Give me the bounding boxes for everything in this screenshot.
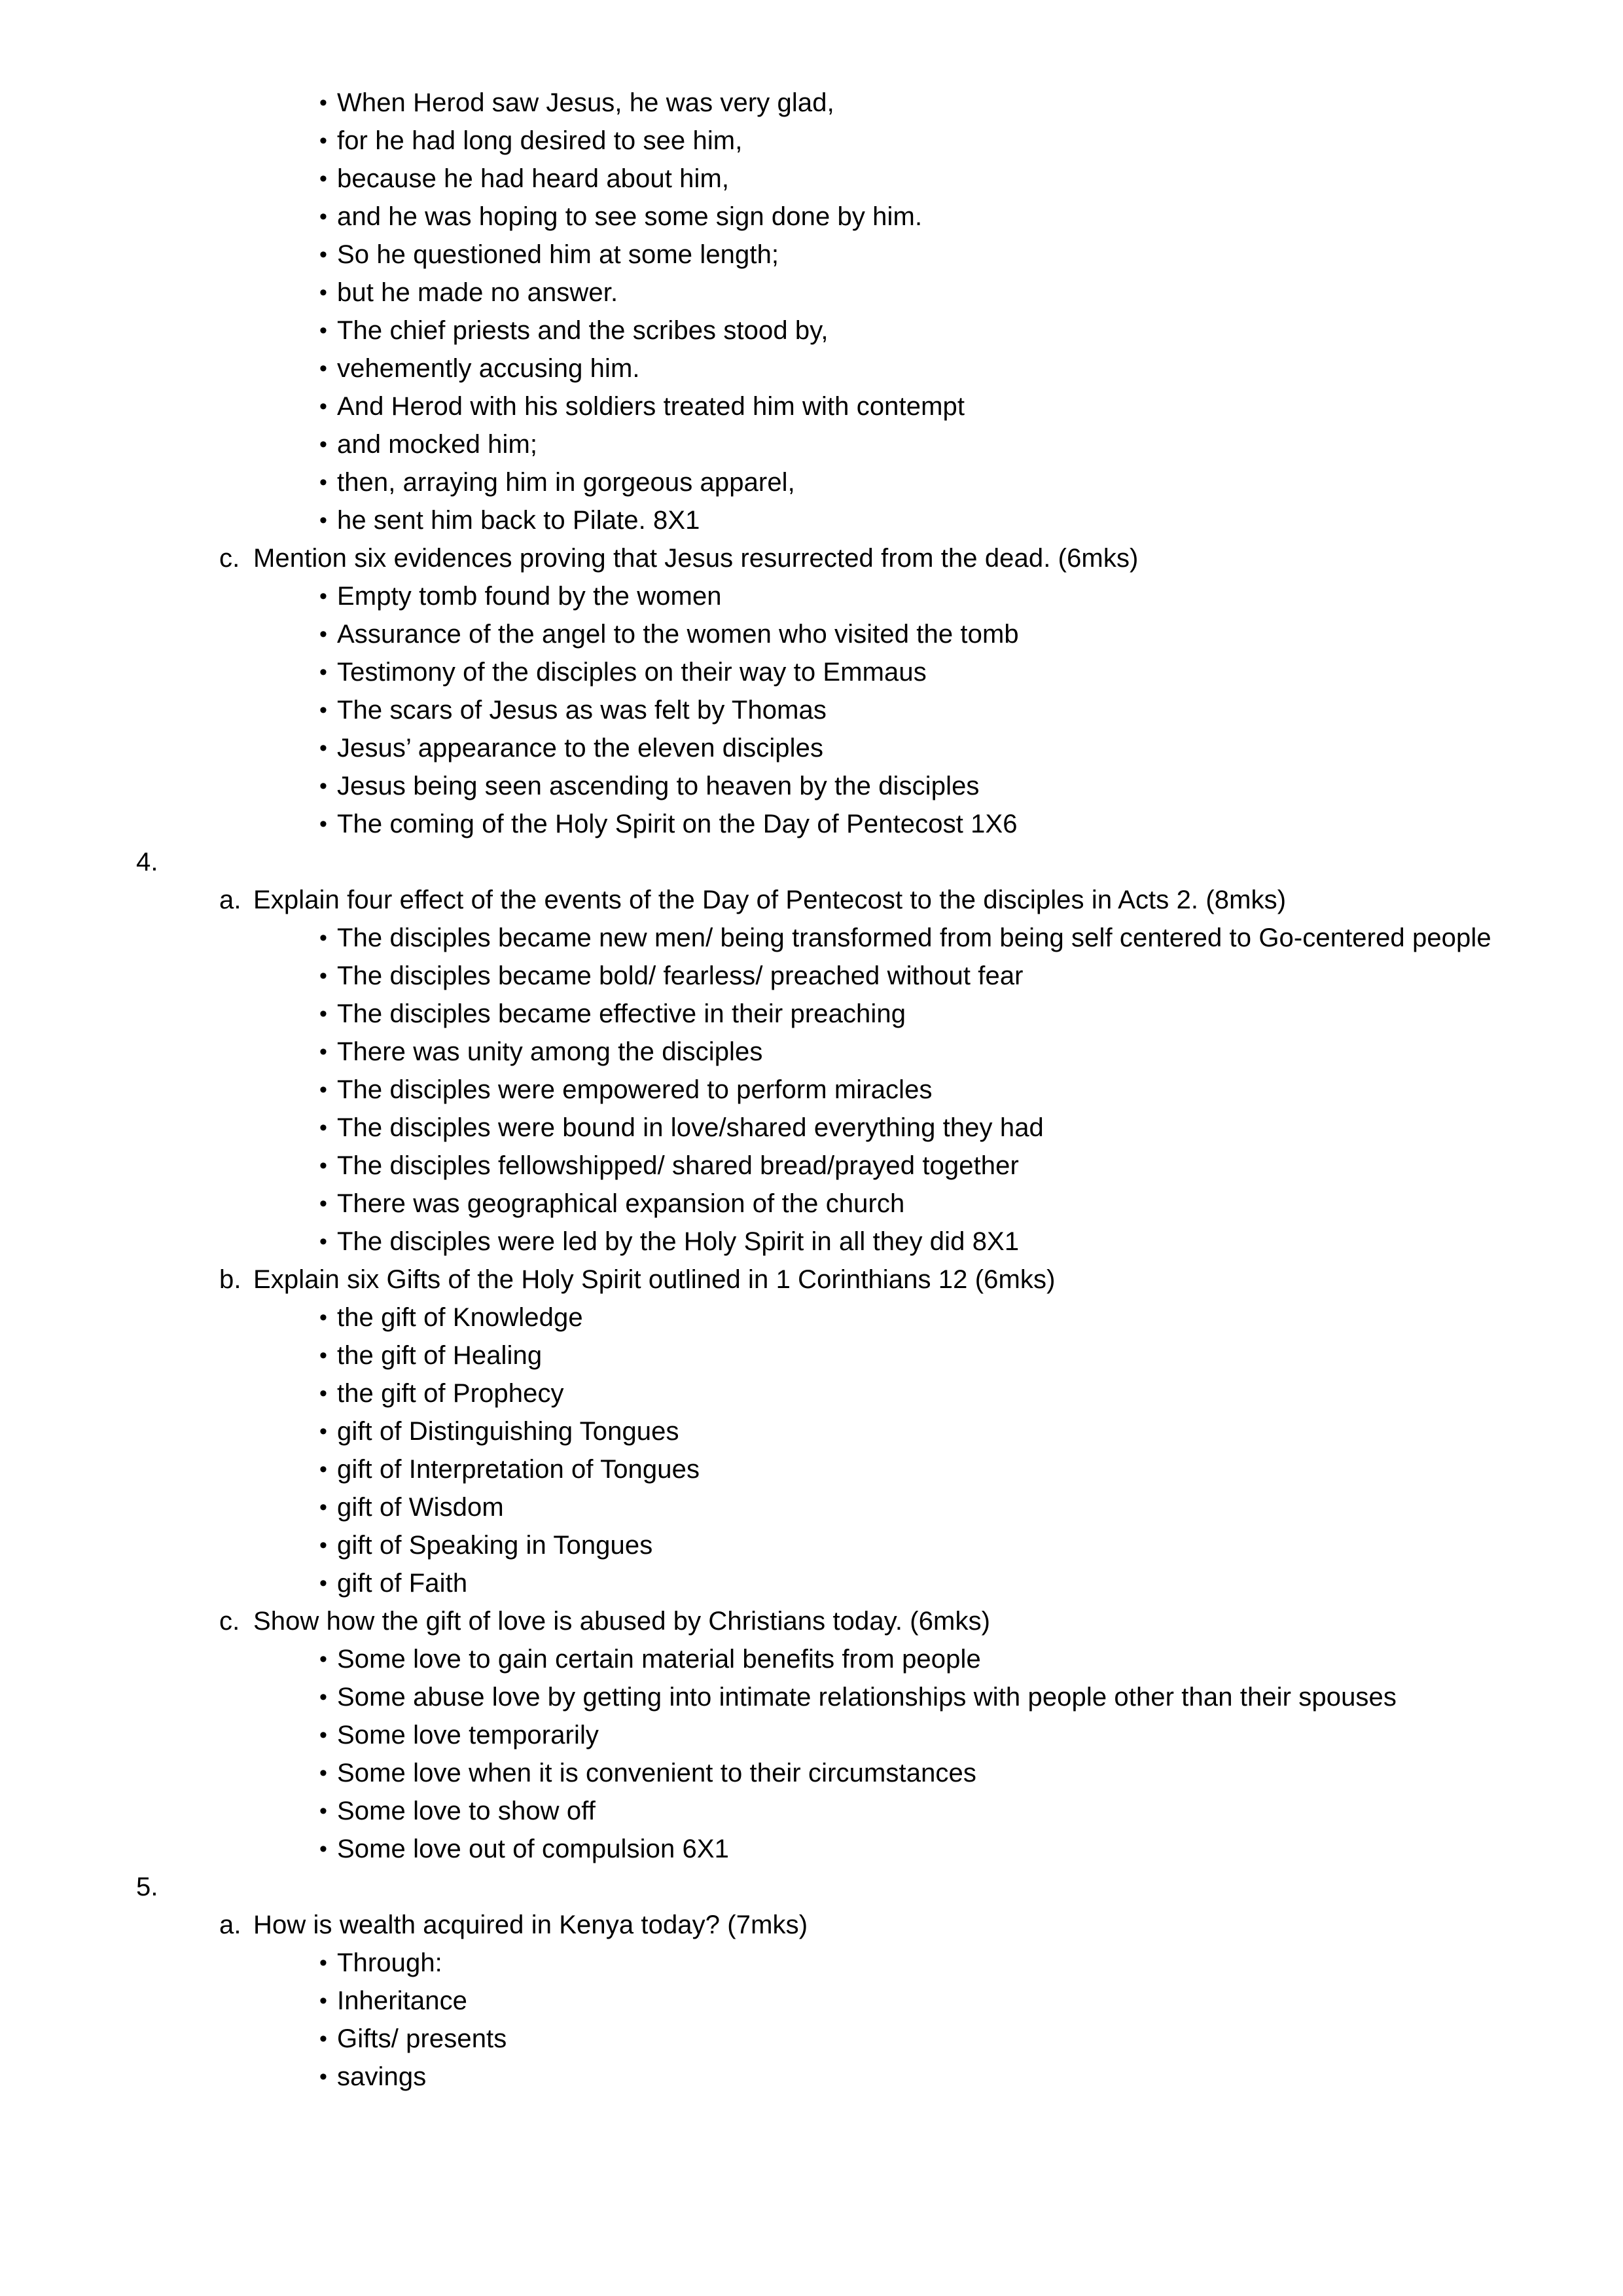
list-item-text: but he made no answer.: [337, 278, 618, 307]
list-item-text: And Herod with his soldiers treated him with contempt: [337, 392, 965, 421]
bullet-item: [0, 274, 1623, 312]
lettered-item: [0, 1261, 1623, 1299]
bullet-item: [0, 198, 1623, 236]
list-item-text: Testimony of the disciples on their way to Emmaus: [337, 658, 927, 687]
list-item-text: Explain four effect of the events of the Day of Pentecost to the disciples in Acts 2. (8mks): [253, 886, 1287, 914]
bullet-icon: •: [319, 2026, 328, 2051]
bullet-item: [0, 122, 1623, 160]
list-item-text: savings: [337, 2062, 427, 2091]
numbered-item: [0, 1868, 1623, 1906]
list-item-text: The disciples became new men/ being transformed from being self centered to Go-centered people: [337, 924, 1491, 952]
list-item-text: There was geographical expansion of the church: [337, 1189, 905, 1218]
bullet-item: [0, 995, 1623, 1033]
numbered-item: [0, 843, 1623, 881]
list-item-text: Some abuse love by getting into intimate relationships with people other than their spouses: [337, 1683, 1397, 1712]
list-item-text: Through:: [337, 1948, 442, 1977]
bullet-icon: •: [319, 698, 328, 723]
list-item-text: vehemently accusing him.: [337, 354, 640, 383]
bullet-item: [0, 653, 1623, 691]
list-item-text: Some love temporarily: [337, 1721, 599, 1749]
bullet-icon: •: [319, 242, 328, 267]
list-item-text: Some love out of compulsion 6X1: [337, 1835, 729, 1863]
bullet-item: [0, 1754, 1623, 1792]
list-item-text: Gifts/ presents: [337, 2024, 507, 2053]
list-item-text: So he questioned him at some length;: [337, 240, 779, 269]
list-item-text: and mocked him;: [337, 430, 538, 459]
list-item-text: The chief priests and the scribes stood by,: [337, 316, 829, 345]
bullet-icon: •: [319, 1305, 328, 1330]
list-marker: c.: [219, 544, 240, 573]
bullet-icon: •: [319, 1988, 328, 2013]
bullet-icon: •: [319, 660, 328, 685]
list-item-text: Some love to gain certain material benefits from people: [337, 1645, 981, 1674]
bullet-item: [0, 350, 1623, 387]
bullet-item: [0, 1944, 1623, 1982]
bullet-icon: •: [319, 1647, 328, 1672]
bullet-icon: •: [319, 1950, 328, 1975]
bullet-item: [0, 1147, 1623, 1185]
bullet-item: [0, 1526, 1623, 1564]
bullet-item: [0, 957, 1623, 995]
bullet-icon: •: [319, 166, 328, 191]
bullet-item: [0, 160, 1623, 198]
bullet-item: [0, 1374, 1623, 1412]
bullet-icon: •: [319, 963, 328, 988]
bullet-item: [0, 577, 1623, 615]
bullet-icon: •: [319, 1571, 328, 1596]
bullet-item: [0, 1299, 1623, 1336]
bullet-item: [0, 1109, 1623, 1147]
bullet-item: [0, 501, 1623, 539]
bullet-item: [0, 1071, 1623, 1109]
outline-list: [0, 84, 1623, 2096]
list-item-text: Jesus being seen ascending to heaven by the disciples: [337, 772, 980, 800]
lettered-item: [0, 1602, 1623, 1640]
bullet-item: [0, 1450, 1623, 1488]
list-item-text: gift of Speaking in Tongues: [337, 1531, 653, 1560]
bullet-item: [0, 919, 1623, 957]
bullet-item: [0, 615, 1623, 653]
bullet-item: [0, 805, 1623, 843]
bullet-icon: •: [319, 2064, 328, 2089]
list-item-text: The disciples fellowshipped/ shared bread/prayed together: [337, 1151, 1019, 1180]
bullet-item: [0, 1223, 1623, 1261]
bullet-icon: •: [319, 925, 328, 950]
list-item-text: The disciples were led by the Holy Spirit in all they did 8X1: [337, 1227, 1020, 1256]
list-item-text: gift of Faith: [337, 1569, 468, 1598]
bullet-icon: •: [319, 1115, 328, 1140]
lettered-item: [0, 881, 1623, 919]
list-marker: c.: [219, 1607, 240, 1636]
list-item-text: Some love to show off: [337, 1797, 596, 1825]
bullet-item: [0, 691, 1623, 729]
list-item-text: The disciples were bound in love/shared everything they had: [337, 1113, 1044, 1142]
list-item-text: Jesus’ appearance to the eleven disciples: [337, 734, 824, 762]
bullet-icon: •: [319, 432, 328, 457]
bullet-icon: •: [319, 812, 328, 836]
bullet-icon: •: [319, 280, 328, 305]
bullet-icon: •: [319, 394, 328, 419]
list-item-text: the gift of Prophecy: [337, 1379, 564, 1408]
list-marker: b.: [219, 1265, 241, 1294]
list-item-text: Some love when it is convenient to their circumstances: [337, 1759, 976, 1787]
list-item-text: the gift of Healing: [337, 1341, 543, 1370]
bullet-icon: •: [319, 1457, 328, 1482]
list-item-text: Explain six Gifts of the Holy Spirit outlined in 1 Corinthians 12 (6mks): [253, 1265, 1056, 1294]
bullet-icon: •: [319, 736, 328, 761]
bullet-item: [0, 1488, 1623, 1526]
bullet-item: [0, 312, 1623, 350]
bullet-item: [0, 1792, 1623, 1830]
bullet-item: [0, 1185, 1623, 1223]
lettered-item: [0, 539, 1623, 577]
bullet-item: [0, 2020, 1623, 2058]
list-item-text: Inheritance: [337, 1986, 468, 2015]
bullet-icon: •: [319, 1533, 328, 1558]
list-item-text: because he had heard about him,: [337, 164, 730, 193]
bullet-item: [0, 236, 1623, 274]
bullet-icon: •: [319, 90, 328, 115]
bullet-icon: •: [319, 1039, 328, 1064]
bullet-icon: •: [319, 508, 328, 533]
list-item-text: [173, 1868, 1344, 1906]
bullet-item: [0, 1564, 1623, 1602]
bullet-item: [0, 1830, 1623, 1868]
bullet-icon: •: [319, 1153, 328, 1178]
list-item-text: The coming of the Holy Spirit on the Day of Pentecost 1X6: [337, 810, 1018, 838]
list-item-text: and he was hoping to see some sign done by him.: [337, 202, 923, 231]
bullet-icon: •: [319, 774, 328, 798]
list-item-text: There was unity among the disciples: [337, 1037, 763, 1066]
bullet-icon: •: [319, 1191, 328, 1216]
list-marker: a.: [219, 886, 241, 914]
lettered-item: [0, 1906, 1623, 1944]
list-item-text: When Herod saw Jesus, he was very glad,: [337, 88, 834, 117]
bullet-icon: •: [319, 1495, 328, 1520]
list-item-text: gift of Distinguishing Tongues: [337, 1417, 679, 1446]
list-item-text: Show how the gift of love is abused by Christians today. (6mks): [253, 1607, 991, 1636]
bullet-item: [0, 1982, 1623, 2020]
list-item-text: he sent him back to Pilate. 8X1: [337, 506, 700, 535]
list-item-text: gift of Wisdom: [337, 1493, 504, 1522]
bullet-icon: •: [319, 1229, 328, 1254]
bullet-item: [0, 2058, 1623, 2096]
bullet-item: [0, 1412, 1623, 1450]
list-marker: 4.: [136, 848, 158, 876]
bullet-icon: •: [319, 1419, 328, 1444]
list-item-text: [173, 843, 1344, 881]
list-marker: 5.: [136, 1873, 158, 1901]
list-item-text: gift of Interpretation of Tongues: [337, 1455, 700, 1484]
bullet-icon: •: [319, 1837, 328, 1861]
bullet-icon: •: [319, 1343, 328, 1368]
bullet-icon: •: [319, 1685, 328, 1710]
list-item-text: The disciples were empowered to perform miracles: [337, 1075, 933, 1104]
list-item-text: the gift of Knowledge: [337, 1303, 583, 1332]
bullet-icon: •: [319, 318, 328, 343]
bullet-icon: •: [319, 1761, 328, 1785]
bullet-icon: •: [319, 1723, 328, 1748]
bullet-item: [0, 767, 1623, 805]
bullet-icon: •: [319, 1381, 328, 1406]
list-item-text: for he had long desired to see him,: [337, 126, 743, 155]
bullet-item: [0, 1033, 1623, 1071]
list-item-text: Empty tomb found by the women: [337, 582, 722, 611]
bullet-icon: •: [319, 356, 328, 381]
bullet-item: [0, 1336, 1623, 1374]
list-item-text: How is wealth acquired in Kenya today? (7mks): [253, 1910, 808, 1939]
bullet-icon: •: [319, 584, 328, 609]
bullet-icon: •: [319, 622, 328, 647]
bullet-icon: •: [319, 1001, 328, 1026]
list-item-text: The disciples became effective in their preaching: [337, 999, 906, 1028]
bullet-item: [0, 425, 1623, 463]
bullet-item: [0, 84, 1623, 122]
bullet-icon: •: [319, 204, 328, 229]
bullet-item: [0, 1716, 1623, 1754]
bullet-item: [0, 729, 1623, 767]
bullet-item: [0, 463, 1623, 501]
bullet-icon: •: [319, 1077, 328, 1102]
list-item-text: The disciples became bold/ fearless/ preached without fear: [337, 961, 1024, 990]
list-item-text: The scars of Jesus as was felt by Thomas: [337, 696, 827, 725]
bullet-icon: •: [319, 470, 328, 495]
bullet-item: [0, 387, 1623, 425]
bullet-icon: •: [319, 1799, 328, 1823]
list-marker: a.: [219, 1910, 241, 1939]
bullet-item: [0, 1678, 1623, 1716]
bullet-icon: •: [319, 128, 328, 153]
bullet-item: [0, 1640, 1623, 1678]
list-item-text: Assurance of the angel to the women who visited the tomb: [337, 620, 1019, 649]
list-item-text: then, arraying him in gorgeous apparel,: [337, 468, 795, 497]
list-item-text: Mention six evidences proving that Jesus resurrected from the dead. (6mks): [253, 544, 1139, 573]
